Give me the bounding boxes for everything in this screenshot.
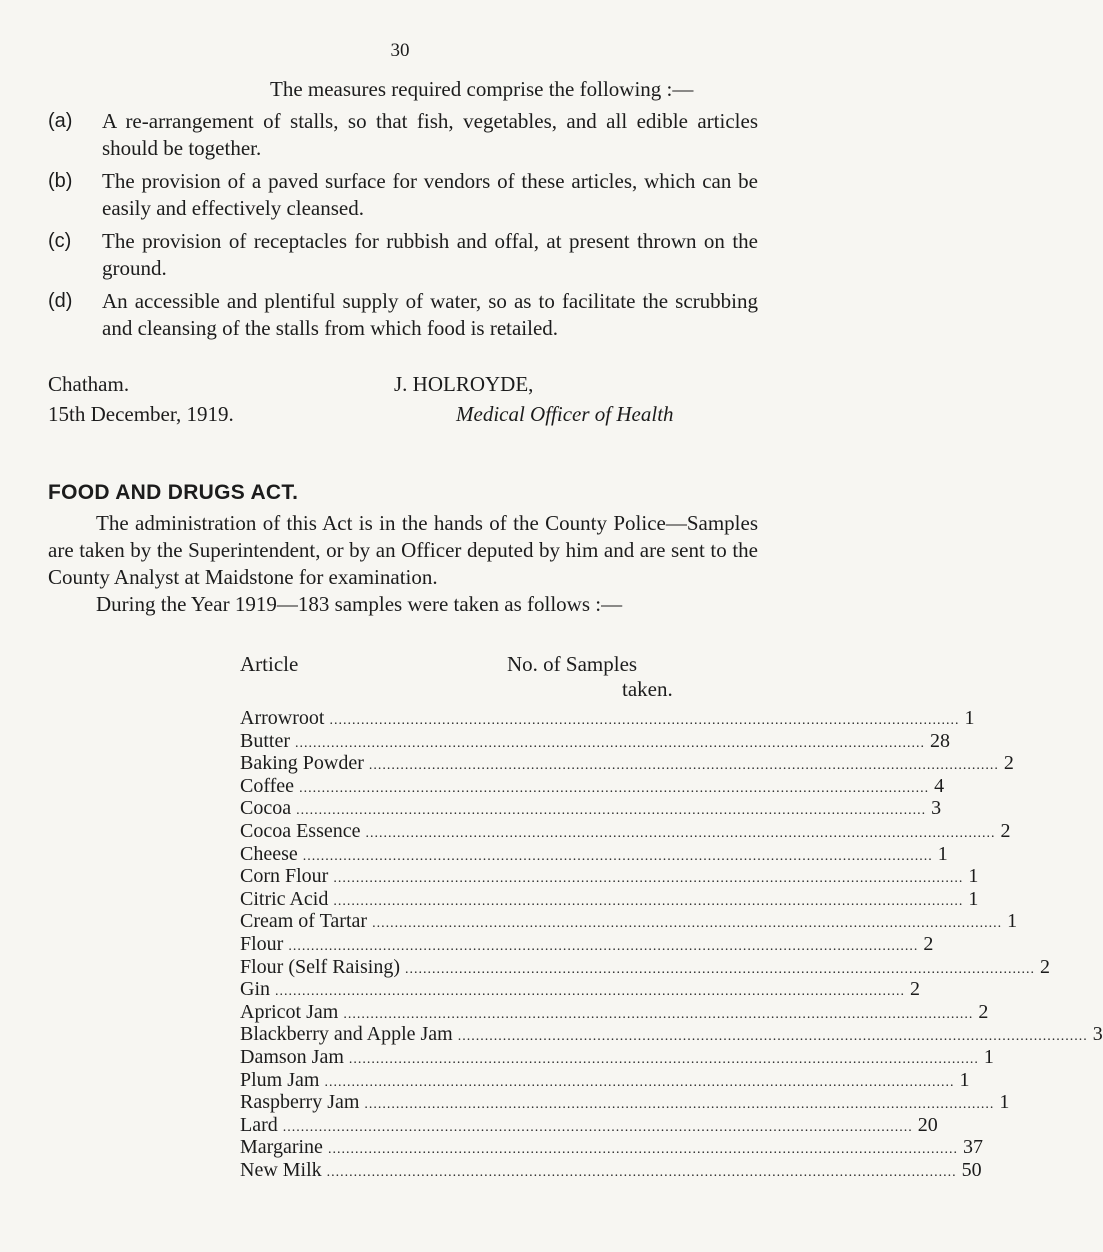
column-header-samples-taken: taken. (622, 677, 673, 701)
article-name: Gin (240, 978, 270, 1001)
article-name: Damson Jam (240, 1045, 344, 1068)
dot-leader: ............................................................................................................................................ (324, 1074, 955, 1090)
page-number: 30 (390, 40, 410, 61)
article-name: Cream of Tartar (240, 910, 368, 933)
article-name: Cheese (240, 842, 298, 865)
table-row (240, 865, 979, 888)
sample-count: 1 (1007, 910, 1018, 933)
dot-leader: ............................................................................................................................................ (326, 1164, 957, 1180)
article-name: Cocoa Essence (240, 819, 361, 842)
measure-letter: (a) (48, 110, 73, 132)
column-header-samples: No. of Samples (507, 652, 638, 676)
table-row (240, 842, 948, 866)
sample-count: 2 (1040, 955, 1050, 978)
dot-leader: ............................................................................................................................................ (365, 825, 996, 841)
dot-leader: ............................................................................................................................................ (282, 1119, 913, 1135)
measure-item (48, 168, 758, 222)
table-row (240, 1091, 1010, 1114)
sample-count: 1 (968, 887, 979, 910)
table-row (240, 932, 934, 956)
article-name: Coffee (240, 774, 295, 797)
article-name: Margarine (240, 1136, 323, 1159)
dot-leader: ............................................................................................................................................ (327, 1142, 958, 1158)
table-row (240, 729, 950, 753)
table-row (240, 752, 1014, 775)
article-name: Blackberry and Apple Jam (240, 1023, 453, 1046)
sample-count: 1 (968, 865, 979, 888)
dot-leader: ............................................................................................................................................ (275, 984, 905, 1000)
sample-count: 1 (999, 1091, 1010, 1114)
measure-letter: (d) (48, 290, 73, 312)
table-row (240, 774, 945, 798)
dot-leader: ............................................................................................................................................ (372, 916, 1003, 932)
signature-date: 15th December, 1919. (48, 402, 234, 426)
measure-letter: (c) (48, 230, 72, 252)
dot-leader: ............................................................................................................................................ (299, 780, 930, 796)
sample-count: 50 (961, 1158, 982, 1181)
article-name: Apricot Jam (240, 1000, 339, 1023)
dot-leader: ............................................................................................................................................ (288, 938, 919, 954)
measures-intro: The measures required comprise the following :— (270, 77, 694, 101)
dot-leader: ............................................................................................................................................ (405, 961, 1035, 977)
measure-item (48, 108, 758, 162)
measures-list (48, 108, 758, 348)
column-header-article: Article (240, 652, 299, 676)
table-row (240, 797, 942, 820)
sample-count: 1 (964, 707, 975, 729)
dot-leader: ............................................................................................................................................ (333, 871, 964, 887)
measure-item (48, 228, 758, 282)
sample-count: 3 (1092, 1023, 1103, 1046)
article-name: New Milk (240, 1158, 322, 1181)
measure-item (48, 288, 758, 342)
sample-count: 2 (923, 932, 934, 955)
dot-leader: ............................................................................................................................................ (364, 1097, 995, 1113)
sample-count: 37 (962, 1136, 983, 1159)
article-name: Flour (Self Raising) (240, 955, 400, 978)
dot-leader: ............................................................................................................................................ (343, 1006, 974, 1022)
table-row (240, 1136, 983, 1159)
sample-count: 1 (983, 1045, 994, 1068)
table-row (240, 910, 1018, 933)
article-name: Raspberry Jam (240, 1091, 360, 1114)
table-row (240, 1000, 989, 1024)
measure-text: An accessible and plentiful supply of water, so as to facilitate the scrubbing and cleansing of the stalls from which food is retailed. (102, 289, 758, 340)
dot-leader: ............................................................................................................................................ (348, 1051, 979, 1067)
dot-leader: ............................................................................................................................................ (295, 735, 925, 751)
article-name: Lard (240, 1113, 278, 1136)
sample-count: 2 (978, 1000, 989, 1023)
measure-text: The provision of receptacles for rubbish and offal, at present thrown on the ground. (102, 229, 758, 280)
sample-count: 28 (930, 729, 950, 752)
table-row (240, 887, 979, 911)
table-row (240, 707, 975, 730)
table-row (240, 955, 1050, 979)
measure-text: A re-arrangement of stalls, so that fish, vegetables, and all edible articles should be together. (102, 109, 758, 160)
table-row (240, 1113, 938, 1137)
signature-title: Medical Officer of Health (456, 402, 674, 426)
article-name: Cocoa (240, 797, 292, 820)
sample-count: 1 (959, 1068, 970, 1091)
section-paragraph: The administration of this Act is in the hands of the County Police—Samples are taken by the Superintendent, or by an Officer deputed by him and are sent to the County Analyst at Maidstone for examination. (48, 511, 758, 589)
article-name: Butter (240, 729, 290, 752)
sample-count: 2 (1000, 819, 1011, 842)
samples-table (240, 707, 1103, 1181)
dot-leader: ............................................................................................................................................ (329, 713, 960, 728)
signature-name: J. HOLROYDE, (394, 372, 534, 396)
dot-leader: ............................................................................................................................................ (457, 1029, 1088, 1045)
sample-count: 2 (1003, 752, 1014, 775)
sample-count: 3 (931, 797, 942, 820)
section-body (48, 510, 758, 618)
table-row (240, 978, 920, 1001)
signature-place: Chatham. (48, 372, 130, 396)
dot-leader: ............................................................................................................................................ (368, 758, 999, 774)
dot-leader: ............................................................................................................................................ (302, 848, 933, 864)
sample-count: 1 (937, 842, 948, 865)
article-name: Citric Acid (240, 887, 329, 910)
sample-count: 4 (934, 774, 945, 797)
table-row (240, 1068, 970, 1092)
article-name: Corn Flour (240, 865, 329, 888)
sample-count: 2 (910, 978, 920, 1001)
measure-letter: (b) (48, 170, 73, 192)
measure-text: The provision of a paved surface for vendors of these articles, which can be easily and effectively cleansed. (102, 169, 758, 220)
table-row (240, 819, 1011, 843)
section-heading: FOOD AND DRUGS ACT. (48, 481, 299, 504)
sample-count: 20 (917, 1113, 938, 1136)
article-name: Baking Powder (240, 752, 364, 775)
table-row (240, 1158, 982, 1182)
article-name: Flour (240, 932, 284, 955)
article-name: Arrowroot (240, 707, 325, 729)
section-paragraph: During the Year 1919—183 samples were taken as follows :— (96, 592, 623, 616)
article-name: Plum Jam (240, 1068, 320, 1091)
dot-leader: ............................................................................................................................................ (296, 803, 927, 819)
dot-leader: ............................................................................................................................................ (333, 893, 964, 909)
table-row (240, 1023, 1103, 1046)
table-row (240, 1045, 994, 1069)
